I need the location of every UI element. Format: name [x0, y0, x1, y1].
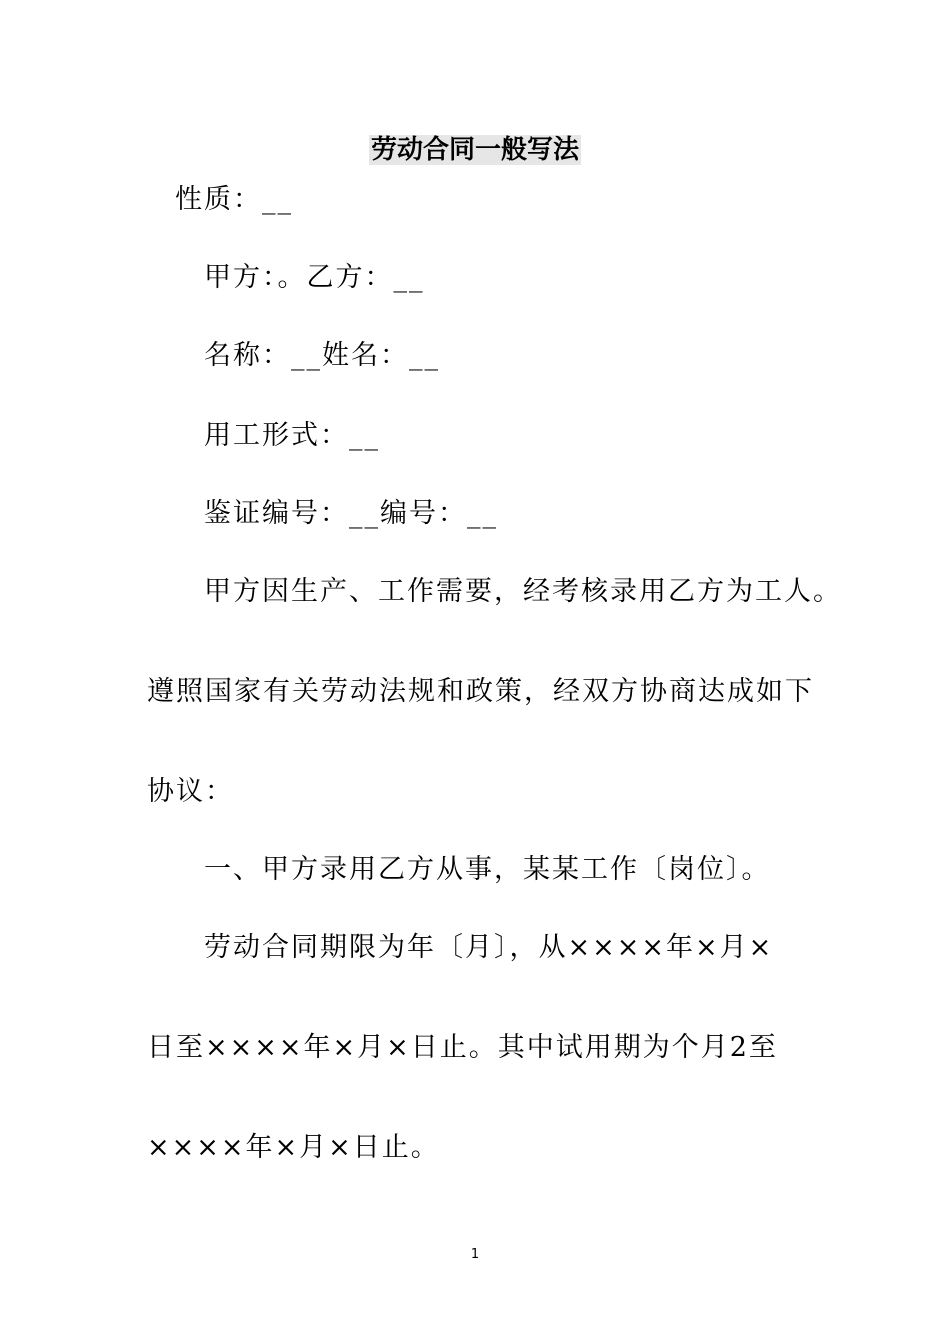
paragraph-intro-line-1: 甲方因生产、工作需要，经考核录用乙方为工人。 [204, 576, 842, 607]
term-line-3: ××××年×月×日止。 [147, 1132, 440, 1163]
document-title-text: 劳动合同一般写法 [370, 135, 579, 165]
field-certification-number: 鉴证编号：__编号：__ [204, 498, 498, 529]
paragraph-intro-line-3: 协议： [147, 776, 234, 807]
document-title [0, 132, 950, 168]
field-nature: 性质：__ [175, 184, 293, 215]
paragraph-intro-line-2: 遵照国家有关劳动法规和政策，经双方协商达成如下 [147, 676, 814, 707]
term-line-2: 日至××××年×月×日止。其中试用期为个月2至 [147, 1032, 778, 1063]
field-party-a-b: 甲方：。乙方：__ [204, 262, 425, 293]
clause-one: 一、甲方录用乙方从事，某某工作〔岗位〕。 [204, 854, 771, 885]
field-employment-form: 用工形式：__ [204, 420, 380, 451]
field-name: 名称：__姓名：__ [204, 340, 440, 371]
term-line-1: 劳动合同期限为年〔月〕，从××××年×月× [204, 932, 774, 963]
page-number: 1 [470, 1247, 480, 1262]
